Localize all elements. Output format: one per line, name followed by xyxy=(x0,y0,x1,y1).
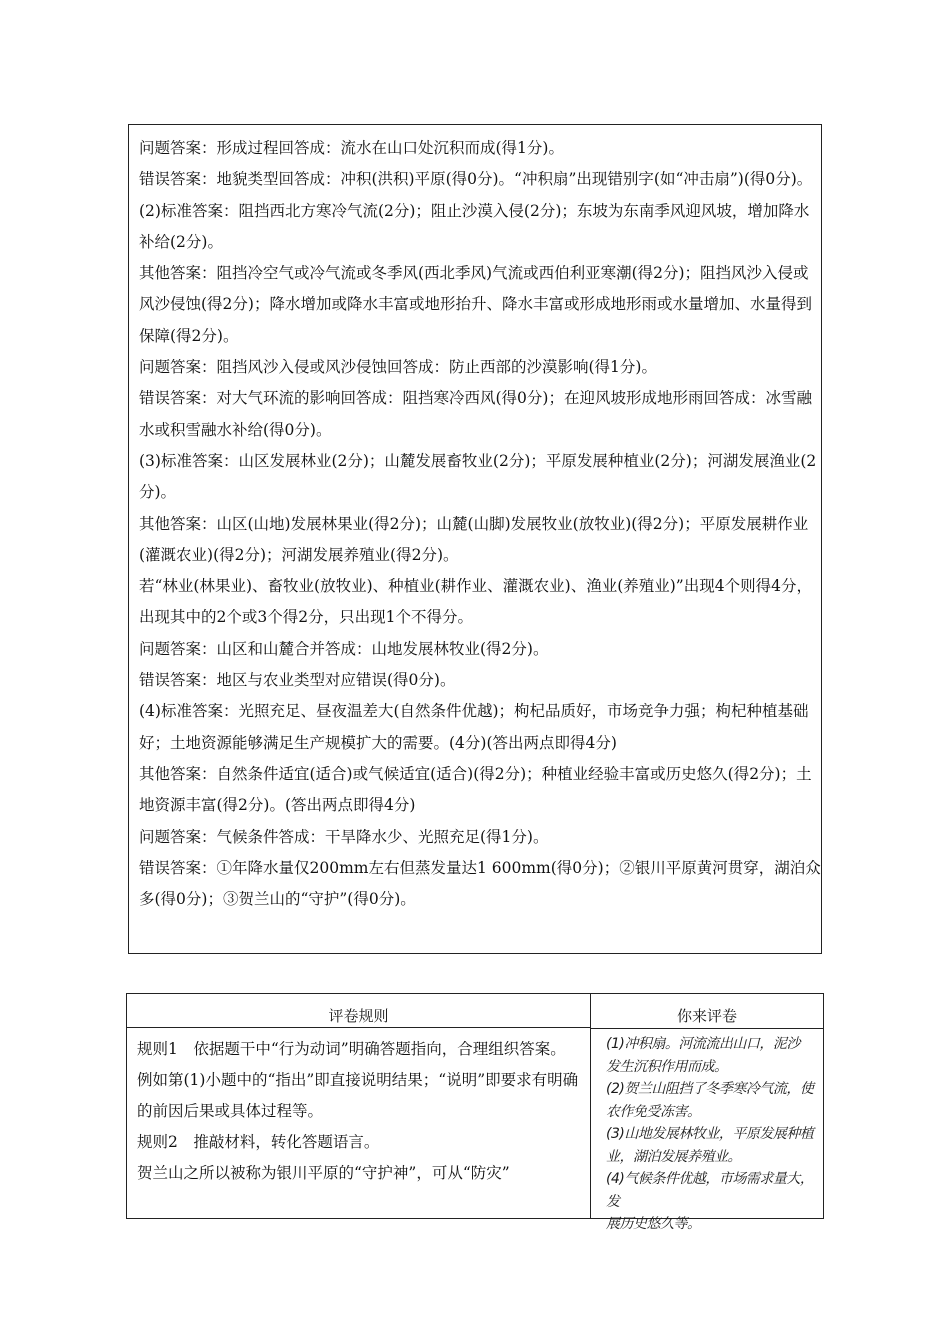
handwritten-line: 发生沉积作用而成。 xyxy=(606,1058,728,1075)
rule-line: 规则2 推敲材料，转化答题语言。 xyxy=(137,1133,380,1151)
rule-line: 例如第(1)小题中的“指出”即直接说明结果；“说明”即要求有明确的前因后果或具体过程等。 xyxy=(137,1071,579,1120)
handwritten-line: (4)气候条件优越，市场需求量大，发 xyxy=(606,1171,814,1210)
answer-notes-box xyxy=(128,124,822,954)
answer-line: 若“林业(林果业)、畜牧业(放牧业)、种植业(耕作业、灌溉农业)、渔业(养殖业)”出现4个则得4分，出现其中的2个或3个得2分，只出现1个不得分。 xyxy=(139,577,812,627)
answer-line: 错误答案：地貌类型回答成：冲积(洪积)平原(得0分)。“冲积扇”出现错别字(如“冲击扇”)(得0分)。 xyxy=(139,170,813,189)
rule-line: 规则1 依据题干中“行为动词”明确答题指向，合理组织答案。 xyxy=(137,1040,566,1058)
answer-line: 问题答案：阻挡风沙入侵或风沙侵蚀回答成：防止西部的沙漠影响(得1分)。 xyxy=(139,358,657,377)
answer-line: (3)标准答案：山区发展林业(2分)；山麓发展畜牧业(2分)；平原发展种植业(2分)；河湖发展渔业(2分)。 xyxy=(139,451,817,502)
handwritten-line: 业，湖泊发展养殖业。 xyxy=(606,1148,741,1165)
handwritten-line: (3)山地发展林牧业，平原发展种植 xyxy=(606,1126,814,1142)
answer-line: 其他答案：阻挡冷空气或冷气流或冬季风(西北季风)气流或西伯利亚寒潮(得2分)；阻挡风沙入侵或风沙侵蚀(得2分)；降水增加或降水丰富或地形抬升、降水丰富或形成地形雨或水量增加、水量得到保障(得2分)。 xyxy=(139,264,812,345)
grading-rules-cell xyxy=(127,1028,591,1218)
handwritten-line: (1)冲积扇。河流流出山口，泥沙 xyxy=(606,1036,800,1052)
answer-line: (2)标准答案：阻挡西北方寒冷气流(2分)；阻止沙漠入侵(2分)；东坡为东南季风迎风坡，增加降水补给(2分)。 xyxy=(139,201,810,251)
rule-line: 贺兰山之所以被称为银川平原的“守护神”，可从“防灾” xyxy=(137,1164,510,1182)
handwritten-line: (2)贺兰山阻挡了冬季寒冷气流，使 xyxy=(606,1081,814,1097)
answer-line: 错误答案：①年降水量仅200mm左右但蒸发量达1 600mm(得0分)；②银川平原黄河贯穿，湖泊众多(得0分)；③贺兰山的“守护”(得0分)。 xyxy=(139,858,821,909)
grading-rules-header: 评卷规则 xyxy=(127,994,591,1028)
handwritten-answer-cell xyxy=(591,1028,823,1232)
answer-line: 问题答案：形成过程回答成：流水在山口处沉积而成(得1分)。 xyxy=(139,139,564,157)
handwritten-line: 农作免受冻害。 xyxy=(606,1103,701,1120)
you-grade-header: 你来评卷 xyxy=(676,1007,737,1025)
answer-line: 问题答案：气候条件答成：干旱降水少、光照充足(得1分)。 xyxy=(139,827,549,846)
answer-line: 错误答案：对大气环流的影响回答成：阻挡寒冷西风(得0分)；在迎风坡形成地形雨回答成：冰雪融水或积雪融水补给(得0分)。 xyxy=(139,389,812,439)
answer-line: (4)标准答案：光照充足、昼夜温差大(自然条件优越)；枸杞品质好，市场竞争力强；枸杞种植基础好；土地资源能够满足生产规模扩大的需要。(4分)(答出两点即得4分) xyxy=(139,702,809,752)
handwritten-line: 展历史悠久等。 xyxy=(606,1216,701,1232)
grading-table xyxy=(126,993,824,1232)
answer-line: 其他答案：自然条件适宜(适合)或气候适宜(适合)(得2分)；种植业经验丰富或历史悠久(得2分)；土地资源丰富(得2分)。(答出两点即得4分) xyxy=(139,764,812,815)
answer-line: 错误答案：地区与农业类型对应错误(得0分)。 xyxy=(139,671,456,690)
answer-line: 其他答案：山区(山地)发展林果业(得2分)；山麓(山脚)发展牧业(放牧业)(得2分)；平原发展耕作业(灌溉农业)(得2分)；河湖发展养殖业(得2分)。 xyxy=(139,514,809,564)
answer-line: 问题答案：山区和山麓合并答成：山地发展林牧业(得2分)。 xyxy=(139,639,549,658)
